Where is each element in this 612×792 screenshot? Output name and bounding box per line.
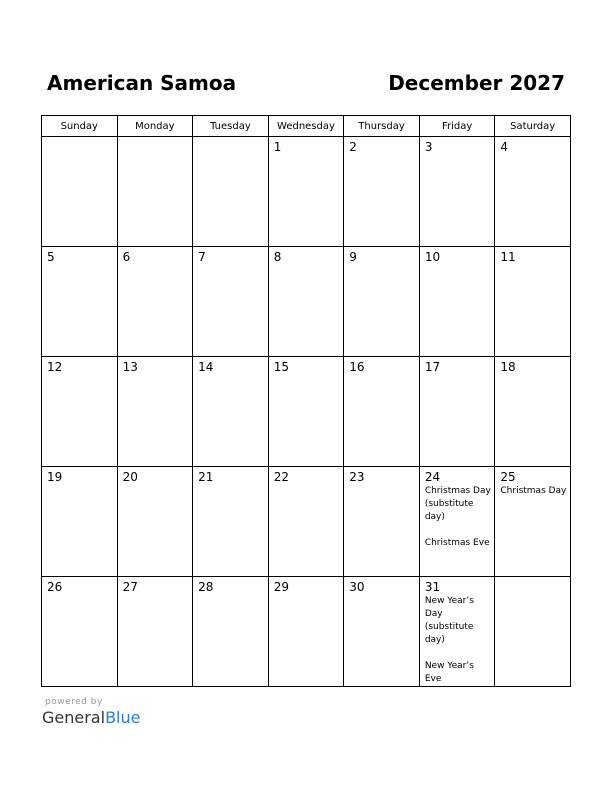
day-cell bbox=[344, 357, 420, 467]
day-number: 30 bbox=[349, 580, 365, 594]
day-number: 10 bbox=[424, 250, 441, 264]
day-cell bbox=[344, 467, 420, 577]
day-cell bbox=[344, 577, 420, 687]
day-number: 2 bbox=[349, 140, 357, 154]
holiday-label: Christmas Day (substitute day) bbox=[424, 486, 491, 522]
holiday-label: Christmas Day bbox=[500, 486, 567, 496]
week-row bbox=[42, 357, 571, 467]
holiday-label: New Year’s Day (substitute day) bbox=[424, 596, 474, 645]
day-number: 20 bbox=[122, 470, 138, 484]
weekday-sunday: Sunday bbox=[42, 116, 118, 137]
weekday-header-row bbox=[42, 116, 571, 137]
calendar-grid bbox=[41, 115, 571, 687]
brand-blue: Blue bbox=[105, 708, 141, 727]
day-cell bbox=[117, 137, 193, 247]
day-number: 25 bbox=[500, 470, 516, 484]
day-number: 21 bbox=[198, 470, 214, 484]
weekday-tuesday: Tuesday bbox=[193, 116, 269, 137]
day-cell bbox=[117, 247, 193, 357]
day-cell bbox=[495, 467, 571, 577]
day-number: 3 bbox=[424, 140, 433, 154]
day-cell bbox=[495, 357, 571, 467]
day-number: 27 bbox=[122, 580, 138, 594]
day-number: 31 bbox=[424, 580, 441, 594]
day-cell bbox=[268, 467, 344, 577]
day-number: 11 bbox=[500, 250, 516, 264]
day-cell bbox=[42, 577, 118, 687]
day-cell bbox=[117, 357, 193, 467]
weekday-wednesday: Wednesday bbox=[268, 116, 344, 137]
day-cell bbox=[344, 137, 420, 247]
weekday-friday: Friday bbox=[419, 116, 495, 137]
day-cell bbox=[268, 247, 344, 357]
day-number: 13 bbox=[122, 360, 138, 374]
day-cell bbox=[193, 357, 269, 467]
day-cell bbox=[193, 137, 269, 247]
weekday-thursday: Thursday bbox=[344, 116, 420, 137]
day-number: 8 bbox=[273, 250, 282, 264]
week-row bbox=[42, 467, 571, 577]
day-cell bbox=[419, 467, 495, 577]
day-cell bbox=[419, 247, 495, 357]
generalblue-logo[interactable] bbox=[42, 708, 140, 727]
day-number: 19 bbox=[47, 470, 63, 484]
day-number: 9 bbox=[349, 250, 357, 264]
day-cell bbox=[419, 137, 495, 247]
week-row bbox=[42, 247, 571, 357]
day-number: 1 bbox=[273, 140, 282, 154]
day-cell bbox=[42, 137, 118, 247]
powered-by-label: powered by bbox=[45, 697, 103, 707]
day-cell bbox=[268, 137, 344, 247]
week-row bbox=[42, 577, 571, 687]
day-number: 18 bbox=[500, 360, 516, 374]
day-number: 7 bbox=[198, 250, 206, 264]
day-cell bbox=[193, 247, 269, 357]
day-cell bbox=[193, 467, 269, 577]
brand-general: General bbox=[42, 708, 106, 727]
day-cell bbox=[268, 357, 344, 467]
week-row bbox=[42, 137, 571, 247]
day-number: 23 bbox=[349, 470, 365, 484]
day-number: 24 bbox=[424, 470, 441, 484]
weekday-saturday: Saturday bbox=[495, 116, 571, 137]
day-number: 22 bbox=[273, 470, 289, 484]
day-number: 4 bbox=[500, 140, 509, 154]
day-cell bbox=[193, 577, 269, 687]
day-cell bbox=[117, 577, 193, 687]
holiday-label: Christmas Eve bbox=[424, 538, 490, 548]
day-cell bbox=[495, 577, 571, 687]
day-number: 29 bbox=[273, 580, 289, 594]
day-cell bbox=[419, 357, 495, 467]
day-cell bbox=[419, 577, 495, 687]
holiday-label: New Year’s Eve bbox=[424, 661, 474, 684]
day-number: 6 bbox=[122, 250, 131, 264]
day-number: 5 bbox=[47, 250, 55, 264]
day-number: 26 bbox=[47, 580, 63, 594]
day-number: 28 bbox=[198, 580, 214, 594]
day-cell bbox=[42, 247, 118, 357]
month-title: December 2027 bbox=[388, 71, 565, 95]
day-number: 17 bbox=[424, 360, 441, 374]
day-cell bbox=[42, 467, 118, 577]
day-number: 12 bbox=[47, 360, 63, 374]
weekday-monday: Monday bbox=[117, 116, 193, 137]
day-cell bbox=[344, 247, 420, 357]
day-cell bbox=[42, 357, 118, 467]
day-number: 14 bbox=[198, 360, 214, 374]
day-cell bbox=[117, 467, 193, 577]
day-number: 16 bbox=[349, 360, 365, 374]
region-title: American Samoa bbox=[47, 71, 237, 95]
day-number: 15 bbox=[273, 360, 289, 374]
day-cell bbox=[268, 577, 344, 687]
day-cell bbox=[495, 137, 571, 247]
day-cell bbox=[495, 247, 571, 357]
